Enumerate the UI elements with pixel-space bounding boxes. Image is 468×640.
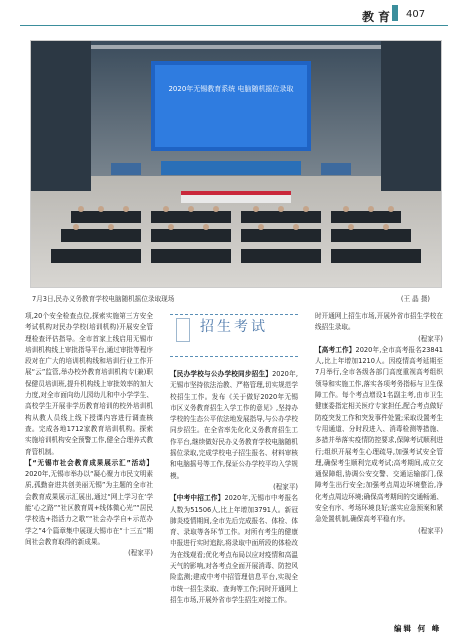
article-heading: 【“无锡市社会教育成果展示汇”活动】: [25, 458, 153, 467]
author-credit: (程家平): [128, 549, 153, 558]
divider: [170, 314, 298, 316]
author-credit: (程家平): [418, 334, 443, 343]
editor-credit: 编辑 何 峰: [394, 624, 442, 633]
photo-caption: [32, 293, 438, 303]
paragraph: 2020年,无锡市中考报名人数为51506人,比上年增加3791人。新冠肺炎疫情期间,全市先后完成报名、体检、体育、录取等各环节工作。对所有考生的健康申报进行实时追踪,将录取中面所段的体检改为在线观看;优化考点布局以应对疫情和高温天气的影响,对各考点全面开展消毒、防控风险监测;建成中考中招管理信息平台,实现全市统一招生录取、查询等工作;同时开通网上招生市场,开展外省市学生招生对接工作。: [170, 494, 298, 604]
event-photo: [30, 40, 442, 288]
section-title-box: [170, 310, 298, 366]
screen-text: 2020年无锡教育系统 电脑随机摇位录取: [168, 85, 294, 93]
header-rule: [20, 25, 448, 26]
divider: [170, 356, 298, 358]
article-heading: 【中考中招工作】: [170, 494, 225, 503]
article-heading: 【民办学校与公办学校同步招生】: [170, 370, 273, 378]
paragraph: 2020年,无锡市举办以“凝心聚力市民文明素质,孤勤奋进共创美丽无锡”为主题的全市社会教育成果展示汇展出,通过“网上学习在‘学能’心之路”“社区教育周+线体微心光”“居民学校选+指活力之歌”“社会办学自+示范办学之”4个篇章集中展现大锡市在“十三五”期间社会教育取得的新成果。: [25, 470, 153, 546]
paragraph: 项,20个安全检查点位,探索实施第三方安全考试机构对民办学校(培训机构)开展安全管理检查评估指导。全市首家上线启用无锡市培训机构线上审批指导平台,通过审批等程序段对在广大的培训机构线和培训行业工作开展“云”监管,举办校外教育培训机构专(兼)职保健员培训班,提升机构线上审批效率的加大力度,对全市面向幼儿园幼儿和中小学学生、高校学生开展非学历教育培训的校外培训机构从教人员线上线下授课内容进行调查核查。完成各地1712家教育培训机构。探索实施培训机构安全预警工作,健全合理养式教育管机制。: [25, 312, 153, 456]
column-middle: [170, 310, 298, 606]
column-right: [315, 311, 443, 537]
paragraph: 2020年,全市高考报名23841人,比上年增加1210人。因疫情高考延期至7月举行,全市各级各部门高度重视高考组织领导和实施工作,落实各项考务指标与卫生保障工作。每个考点增设1名副主考,由市卫生健康委指定相关医疗专家担任,配合考点做好防疫突发工作和突发事件处置;采取设置考生专用通道、分时段进入、消毒检测等措施、多措并举落实疫情防控要求,保障考试顺利进行;组织开展考生心理疏导,加强考试安全管理,确保考生顺利完成考试;高考期间,成立交通保障组,协调公安交警、交通运输部门,保障考生出行安全;加强考点周边环境整治,净化考点周边环境;确保高考期间的交通畅通、安全有序、考场环境良好;落实应急预案和紧急处置机制,确保高考平稳有序。: [315, 345, 443, 524]
page-number: 407: [406, 9, 426, 20]
section-heading: 招生考试: [200, 319, 268, 335]
article-heading: 【高考工作】: [315, 345, 356, 354]
auditorium-photo: [31, 41, 441, 287]
author-credit: (程家平): [418, 526, 443, 535]
author-credit: (程家平): [273, 482, 298, 491]
section-title: 教育: [362, 10, 395, 24]
paragraph: 时开通网上招生市场,开展外省市招生学校在线招生录取。: [315, 312, 443, 332]
caption-text: 7月3日,民办义务教育学校电脑随机摇位录取现场: [32, 295, 175, 303]
photo-credit: (王 晶 摄): [400, 295, 430, 303]
page-header: [0, 0, 468, 26]
column-left: [25, 311, 153, 560]
paragraph: 2020年,无锡市坚持依法治教、严格管理,切实规范学校招生工作。发布《关于做好2020年无锡市区义务教育招生入学工作的意见》,坚持办学校的生态公平依法地发展指导,与公办学校同步招生。在全省率先化化义务教育招生工作平台,继续做好民办义务教育学校电脑随机摇位录取,完成学校电子招生报名、材料审核和电脑摇号等工作,保证公办学校平均入学规模。: [170, 370, 298, 480]
